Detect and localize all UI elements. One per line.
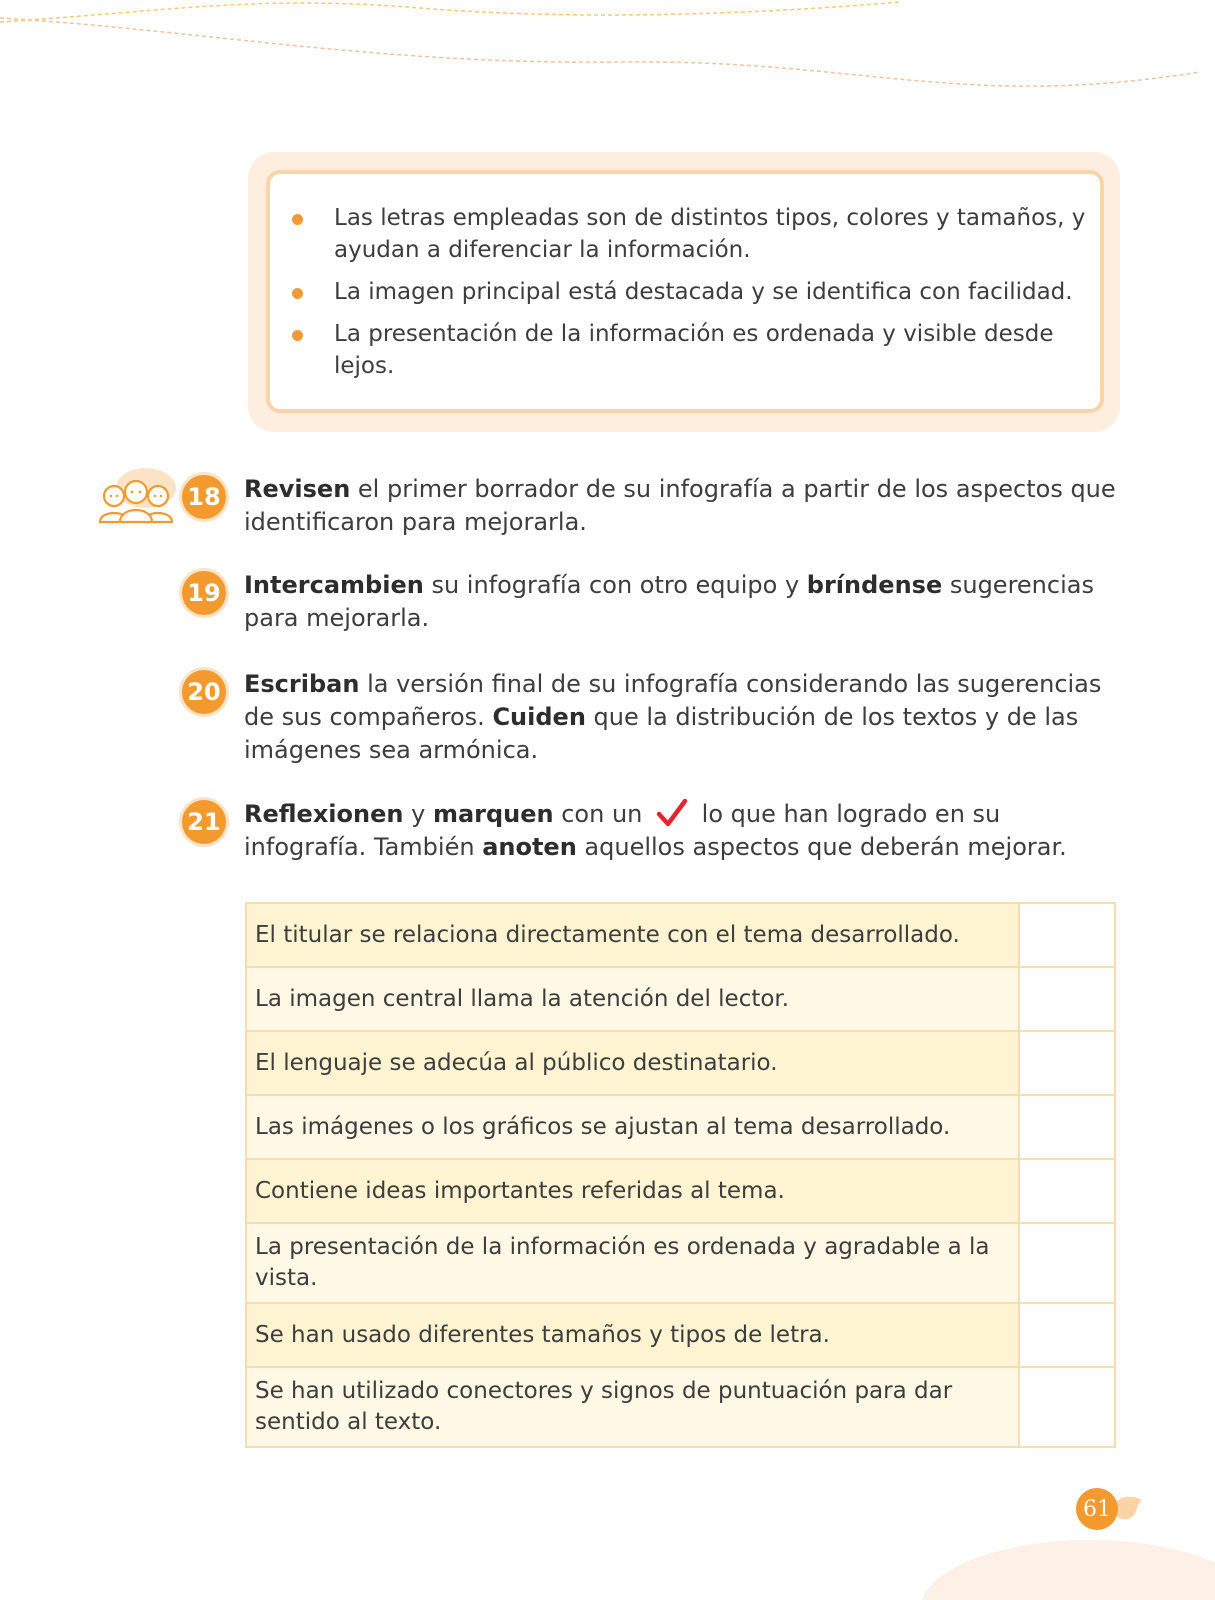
page-number: 61 — [1076, 1488, 1118, 1530]
activity-verb: Intercambien — [244, 571, 424, 599]
table-row — [246, 1095, 1115, 1159]
activity-verb: bríndense — [806, 571, 943, 599]
activity-text — [244, 569, 1124, 635]
tip-text: La presentación de la información es ordenada y visible desde lejos. — [334, 321, 1054, 379]
check-cell[interactable] — [1019, 1223, 1115, 1303]
activity-text-part: y — [403, 800, 433, 828]
check-cell[interactable] — [1019, 903, 1115, 967]
table-row — [246, 903, 1115, 967]
activity-verb: anoten — [482, 833, 577, 861]
activity-verb: Revisen — [244, 475, 351, 503]
activity-text-part: que la distribución de los textos y de las imágenes sea armónica. — [244, 703, 1079, 764]
check-cell[interactable] — [1019, 1159, 1115, 1223]
tip-item — [292, 318, 1092, 382]
activity-number-badge: 20 — [182, 670, 226, 714]
criterion-cell: La imagen central llama la atención del lector. — [246, 967, 1019, 1031]
activity-verb: Escriban — [244, 670, 360, 698]
check-mark-icon — [656, 798, 688, 828]
activity-text-part: la versión final de su infografía considerando las sugerencias de sus compañeros. — [244, 670, 1102, 731]
team-of-three-icon — [96, 466, 182, 526]
criterion-cell: Las imágenes o los gráficos se ajustan al tema desarrollado. — [246, 1095, 1019, 1159]
table-row — [246, 967, 1115, 1031]
activity-text-part: lo que han logrado en su infografía. También — [244, 800, 1001, 861]
check-cell[interactable] — [1019, 1303, 1115, 1367]
criterion-cell: Se han usado diferentes tamaños y tipos de letra. — [246, 1303, 1019, 1367]
activity-text-part: el primer borrador de su infografía a partir de los aspectos que identificaron para mejorarla. — [244, 475, 1116, 536]
activity-text — [244, 798, 1124, 864]
bullet-icon — [292, 288, 303, 299]
tip-box — [266, 170, 1104, 413]
activity-text-part: aquellos aspectos que deberán mejorar. — [576, 833, 1067, 861]
table-row — [246, 1367, 1115, 1447]
activity-text-part: con un — [553, 800, 651, 828]
table-row — [246, 1223, 1115, 1303]
criterion-cell: El titular se relaciona directamente con el tema desarrollado. — [246, 903, 1019, 967]
criterion-cell: La presentación de la información es ordenada y agradable a la vista. — [246, 1223, 1019, 1303]
bottom-decoration — [0, 1500, 1215, 1600]
tip-text: La imagen principal está destacada y se identifica con facilidad. — [334, 279, 1073, 305]
check-cell[interactable] — [1019, 967, 1115, 1031]
top-decoration — [0, 0, 1215, 110]
tip-item — [292, 202, 1092, 266]
bullet-icon — [292, 214, 303, 225]
activity-number-badge: 21 — [182, 800, 226, 844]
activity-verb: marquen — [432, 800, 554, 828]
activity-text — [244, 668, 1124, 767]
tip-list — [292, 202, 1092, 392]
activity-text — [244, 473, 1124, 539]
activity-verb: Cuiden — [492, 703, 586, 731]
activity-number-badge: 19 — [182, 571, 226, 615]
activity-text-part: sugerencias para mejorarla. — [244, 571, 1094, 632]
criterion-cell: El lenguaje se adecúa al público destinatario. — [246, 1031, 1019, 1095]
tip-text: Las letras empleadas son de distintos tipos, colores y tamaños, y ayudan a diferenciar la información. — [334, 205, 1086, 263]
table-row — [246, 1031, 1115, 1095]
checklist-table — [245, 902, 1116, 1448]
criterion-cell: Se han utilizado conectores y signos de puntuación para dar sentido al texto. — [246, 1367, 1019, 1447]
activity-number-badge: 18 — [182, 475, 226, 519]
bullet-icon — [292, 330, 303, 341]
activity-text-part: su infografía con otro equipo y — [423, 571, 807, 599]
activity-verb: Reflexionen — [244, 800, 404, 828]
table-row — [246, 1303, 1115, 1367]
tip-item — [292, 276, 1092, 308]
table-row — [246, 1159, 1115, 1223]
check-cell[interactable] — [1019, 1031, 1115, 1095]
criterion-cell: Contiene ideas importantes referidas al tema. — [246, 1159, 1019, 1223]
check-cell[interactable] — [1019, 1095, 1115, 1159]
check-cell[interactable] — [1019, 1367, 1115, 1447]
